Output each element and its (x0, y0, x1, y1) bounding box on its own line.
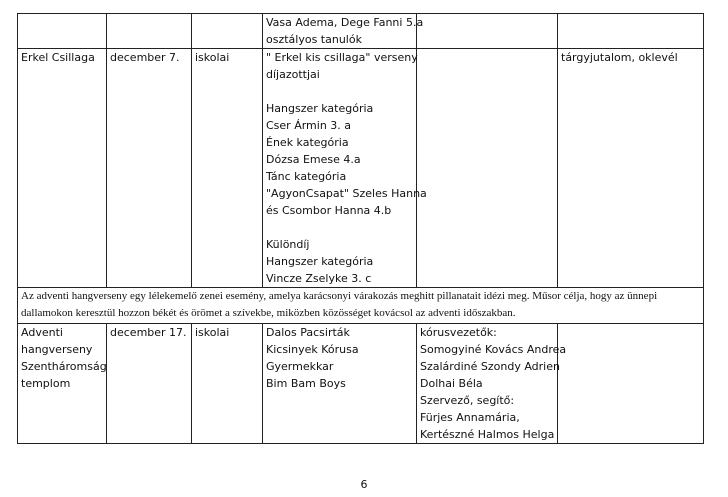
organizer-line: Szalárdiné Szondy Adrien (420, 360, 560, 373)
cell-event-name (18, 14, 107, 49)
organizer-line: Somogyiné Kovács Andrea (420, 343, 567, 356)
cell-type (192, 14, 263, 49)
table-row (18, 14, 704, 49)
table-row (18, 324, 704, 444)
category-label: Tánc kategória (266, 170, 347, 183)
participant-line: Vincze Zselyke 3. c (266, 272, 372, 285)
category-label: Különdíj (266, 238, 310, 251)
cell-award (558, 14, 704, 49)
cell-participants (263, 14, 424, 49)
table-row (18, 49, 704, 288)
participant-line: Dalos Pacsirták (266, 326, 350, 339)
cell-type: iskolai (192, 324, 263, 444)
participant-line: osztályos tanulók (266, 33, 362, 46)
organizer-line: Szervező, segítő: (420, 394, 515, 407)
cell-event-name: Adventi hangverseny Szentháromság templom (18, 324, 107, 444)
cell-date: december 17. (107, 324, 192, 444)
participant-line: díjazottjai (266, 68, 320, 81)
participant-line: "AgyonCsapat" Szeles Hanna (266, 187, 427, 200)
organizer-line: Fürjes Annamária, (420, 411, 520, 424)
participant-line: Gyermekkar (266, 360, 334, 373)
cell-organizers (417, 14, 558, 49)
blank-line (266, 219, 413, 236)
participant-line: Dózsa Emese 4.a (266, 153, 361, 166)
cell-organizers (417, 324, 567, 444)
participant-line: Bim Bam Boys (266, 377, 346, 390)
cell-participants (263, 49, 427, 288)
organizer-line: Kertészné Halmos Helga (420, 428, 555, 441)
cell-award: tárgyjutalom, oklevél (558, 49, 704, 288)
participant-line: " Erkel kis csillaga" verseny (266, 51, 418, 64)
participant-line: és Csombor Hanna 4.b (266, 204, 392, 217)
cell-date: december 7. (107, 49, 192, 288)
category-label: Ének kategória (266, 136, 349, 149)
event-description: Az adventi hangverseny egy lélekemelő zenei esemény, amelya karácsonyi várakozás meghitt pillanatait idézi meg. Műsor célja, hogy az ünnepi dallamokon keresztül hozzon békét és örömet a szívekbe, miközben közösséget kovácsol az adventi időszakban. (18, 288, 704, 324)
participant-line: Cser Ármin 3. a (266, 119, 352, 132)
blank-line (266, 83, 413, 100)
cell-participants (263, 324, 417, 444)
cell-organizers (417, 49, 558, 288)
table-row-description (18, 288, 704, 324)
category-label: Hangszer kategória (266, 102, 374, 115)
events-table (17, 13, 704, 444)
participant-line: Vasa Adema, Dege Fanni 5.a (266, 16, 424, 29)
cell-type: iskolai (192, 49, 263, 288)
cell-event-name: Erkel Csillaga (18, 49, 107, 288)
category-label: Hangszer kategória (266, 255, 374, 268)
cell-date (107, 14, 192, 49)
participant-line: Kicsinyek Kórusa (266, 343, 359, 356)
cell-award (558, 324, 704, 444)
page-number: 6 (360, 478, 368, 491)
organizer-line: kórusvezetők: (420, 326, 497, 339)
organizer-line: Dolhai Béla (420, 377, 483, 390)
